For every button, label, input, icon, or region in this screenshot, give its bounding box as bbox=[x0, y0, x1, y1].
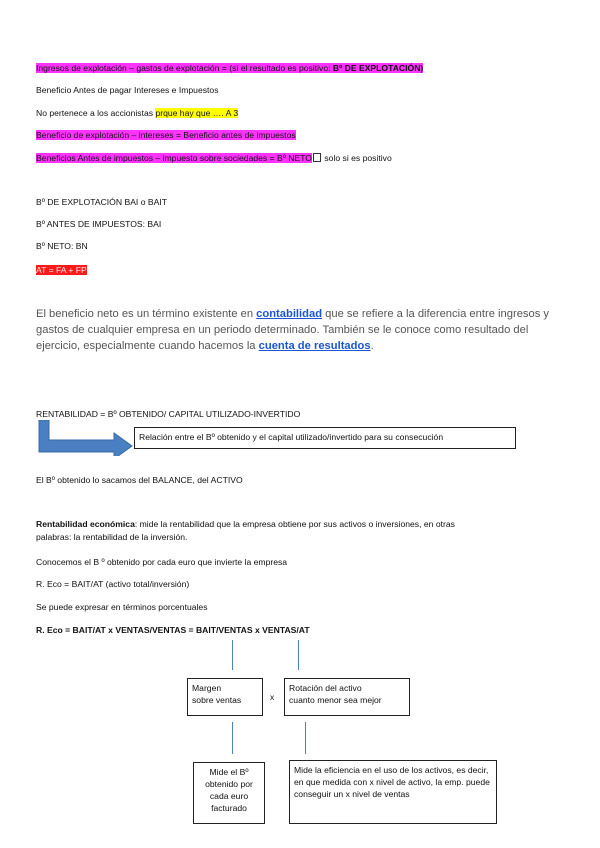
rent-eco-line bbox=[36, 518, 455, 530]
porcentuales-line: Se puede expresar en términos porcentuales bbox=[36, 602, 208, 612]
para-part-1: El beneficio neto es un término existente en bbox=[36, 308, 257, 320]
line-ingresos bbox=[36, 62, 423, 74]
formula-2: R. Eco = BAIT/AT x VENTAS/VENTAS = BAIT/VENTAS x VENTAS/AT bbox=[36, 625, 310, 635]
line-bai bbox=[36, 129, 296, 141]
contabilidad-link[interactable]: contabilidad bbox=[256, 308, 323, 320]
rotacion-line-1: Rotación del activo bbox=[289, 683, 362, 693]
mide-bo-box: Mide el Bº obtenido por cada euro facturado bbox=[193, 762, 265, 824]
line-acr-bn: Bº NETO: BN bbox=[36, 241, 88, 251]
line-at bbox=[36, 264, 87, 276]
rent-eco-line-2: palabras: la rentabilidad de la inversión. bbox=[36, 532, 188, 542]
para-part-3: . bbox=[370, 340, 374, 352]
rotacion-line-2: cuanto menor sea mejor bbox=[289, 695, 382, 705]
line-accionistas bbox=[36, 107, 238, 119]
line-acr-explotacion: Bº DE EXPLOTACIÓN BAI o BAIT bbox=[36, 197, 167, 207]
arrow-glyph-icon bbox=[313, 153, 321, 162]
arrow-to-mide-ef-icon bbox=[305, 722, 306, 754]
ingresos-text: Ingresos de explotación – gastos de explotación = (si el resultado es positivo: bbox=[36, 63, 333, 73]
bent-arrow-icon bbox=[36, 420, 136, 456]
neto-text: Beneficios Antes de impuestos – impuesto sobre sociedades = Bº NETO bbox=[36, 153, 312, 163]
times-sign: x bbox=[270, 692, 275, 702]
mide-eficiencia-box: Mide la eficiencia en el uso de los activos, es decir, en que medida con x nivel de activo, la emp. puede conseguir un x nivel de ventas bbox=[289, 760, 497, 824]
line-bait-def: Beneficio Antes de pagar Intereses e Impuestos bbox=[36, 85, 219, 95]
balance-line: El Bº obtenido lo sacamos del BALANCE, del ACTIVO bbox=[36, 475, 243, 485]
rent-eco-label: Rentabilidad económica bbox=[36, 519, 135, 529]
conocemos-line: Conocemos el B º obtenido por cada euro que invierte la empresa bbox=[36, 557, 288, 567]
rent-eco-text: : mide la rentabilidad que la empresa obtiene por sus activos o inversiones, en otras bbox=[134, 519, 455, 529]
margen-line-2: sobre ventas bbox=[192, 695, 242, 705]
formula-1: R. Eco = BAIT/AT (activo total/inversión) bbox=[36, 579, 190, 589]
line-acr-bai: Bº ANTES DE IMPUESTOS: BAI bbox=[36, 219, 162, 229]
margen-box bbox=[187, 678, 263, 716]
arrow-to-margen-icon bbox=[232, 640, 233, 670]
bai-text: Beneficio de explotación – intereses = Beneficio antes de impuestos bbox=[36, 130, 296, 140]
para-part-2: que se refiere a la diferencia entre ingresos y gastos de cualquier empresa en un periodo determinado. También se le conoce como resultado del ejercicio, especialmente cuando hacemos la bbox=[36, 308, 550, 352]
arrow-to-mide-bo-icon bbox=[232, 722, 233, 754]
rentabilidad-title: RENTABILIDAD = Bº OBTENIDO/ CAPITAL UTILIZADO-INVERTIDO bbox=[36, 409, 301, 419]
neto-note: solo si es positivo bbox=[321, 153, 392, 163]
margen-line-1: Margen bbox=[192, 683, 222, 693]
accionistas-text: No pertenece a los accionistas bbox=[36, 108, 156, 118]
at-formula: AT = FA + FP bbox=[36, 265, 87, 275]
relacion-box: Relación entre el Bº obtenido y el capital utilizado/invertido para su consecución bbox=[134, 427, 516, 449]
line-neto bbox=[36, 152, 392, 164]
cuenta-resultados-link[interactable]: cuenta de resultados bbox=[258, 340, 371, 352]
rotacion-box bbox=[284, 678, 410, 716]
beneficio-neto-paragraph bbox=[36, 306, 566, 354]
bo-explotacion-text: Bº DE EXPLOTACIÓN) bbox=[332, 63, 424, 73]
arrow-to-rotacion-icon bbox=[298, 640, 299, 670]
accionistas-note: prque hay que …. A 3 bbox=[155, 108, 239, 118]
